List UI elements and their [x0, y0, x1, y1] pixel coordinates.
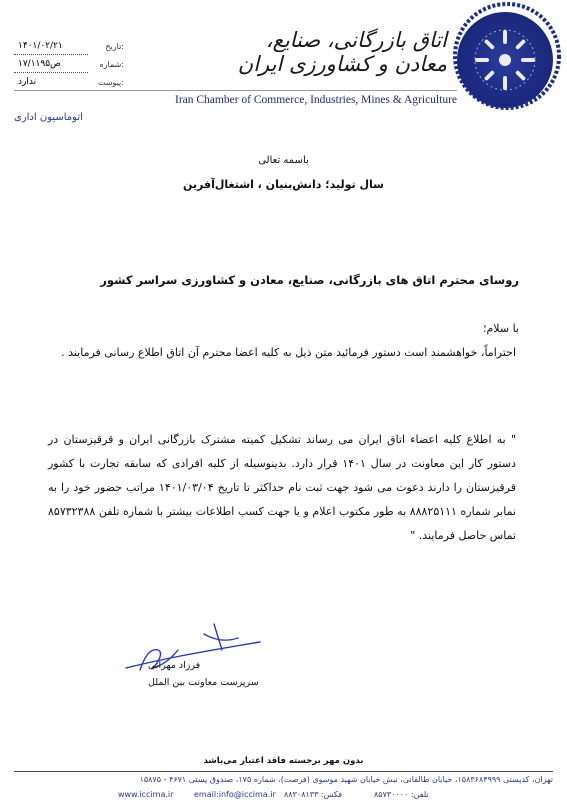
header-divider [14, 90, 457, 91]
org-name-en: Iran Chamber of Commerce, Industries, Mines & Agriculture [175, 94, 457, 106]
quote-paragraph [48, 428, 516, 548]
date-dotted-line [14, 54, 88, 55]
stamp-validity-note: بدون مهر برجسته فاقد اعتبار می‌باشد [203, 756, 364, 766]
footer-fax: فکس: ۸۸۳۰۸۱۳۳ [284, 790, 343, 799]
number-label: شماره: [99, 60, 124, 69]
intro-text: احتراماً، خواهشمند است دستور فرمائید متن ذیل به کلیه اعضا محترم آن اتاق اطلاع رسانی فرمایند . [61, 346, 516, 359]
year-motto: سال تولید؛ دانش‌بنیان ، اشتغال‌آفرین [183, 178, 384, 191]
intro-paragraph [48, 341, 516, 364]
date-value: ۱۴۰۱/۰۲/۲۱ [18, 41, 63, 51]
signatory-name: فرزاد مهرانی [148, 660, 201, 671]
date-row [14, 42, 124, 56]
attachment-value: ندارد [18, 77, 37, 87]
footer-divider [14, 771, 553, 772]
footer-email[interactable]: email:info@iccima.ir [194, 790, 276, 799]
date-label: تاریخ: [105, 42, 124, 51]
recipient-heading: روسای محترم اتاق های بازرگانی، صنایع، معادن و کشاورزی سراسر کشور [100, 273, 519, 287]
org-name-fa: اتاق بازرگانی، صنایع، معادن و کشاورزی ایران [237, 28, 447, 76]
handwritten-signature-icon [118, 620, 268, 680]
attachment-label: پیوست: [97, 78, 124, 87]
emblem-ring-text-icon [453, 2, 561, 110]
number-row [14, 60, 124, 74]
invocation: باسمه تعالی [258, 155, 309, 166]
quote-text: " به اطلاع کلیه اعضاء اتاق ایران می رساند تشکیل کمیته مشترک بازرگانی ایران و قرقیزستان در دستور کار این معاونت در سال ۱۴۰۱ قرار دارد. بدینوسیله از کلیه افرادی که سابقه تجارت با کشور قرقیزستان را دارند دعوت می شود جهت ثبت نام حداکثر تا تاریخ ۱۴۰۱/۰۳/۰۴ مراتب حضور خود را به نمابر شماره ۸۸۸۲۵۱۱۱ به طور مکتوب اعلام و یا جهت کسب اطلاعات بیشتر با شماره تلفن ۸۵۷۳۲۳۸۸ تماس حاصل فرمایند. " [48, 433, 516, 542]
footer-address: تهران، کدپستی ۱۵۸۳۶۸۴۹۹۹، خیابان طالقانی، نبش خیابان شهید موسوی (فرصت)، شماره ۱۷۵، صندوق پستی ۴۶۷۱ - ۱۵۸۷۵ [139, 775, 553, 784]
department-label: اتوماسیون اداری [14, 112, 83, 123]
number-dotted-line [14, 72, 88, 73]
signatory-title: سرپرست معاونت بین الملل [148, 677, 259, 688]
greeting: با سلام؛ [483, 322, 519, 335]
number-value: ۱۷/۱۱۹۵ص [18, 59, 61, 69]
footer-website[interactable]: www.iccima.ir [118, 790, 174, 799]
footer-phone: تلفن: ۸۵۷۳۰۰۰۰ [374, 790, 429, 799]
